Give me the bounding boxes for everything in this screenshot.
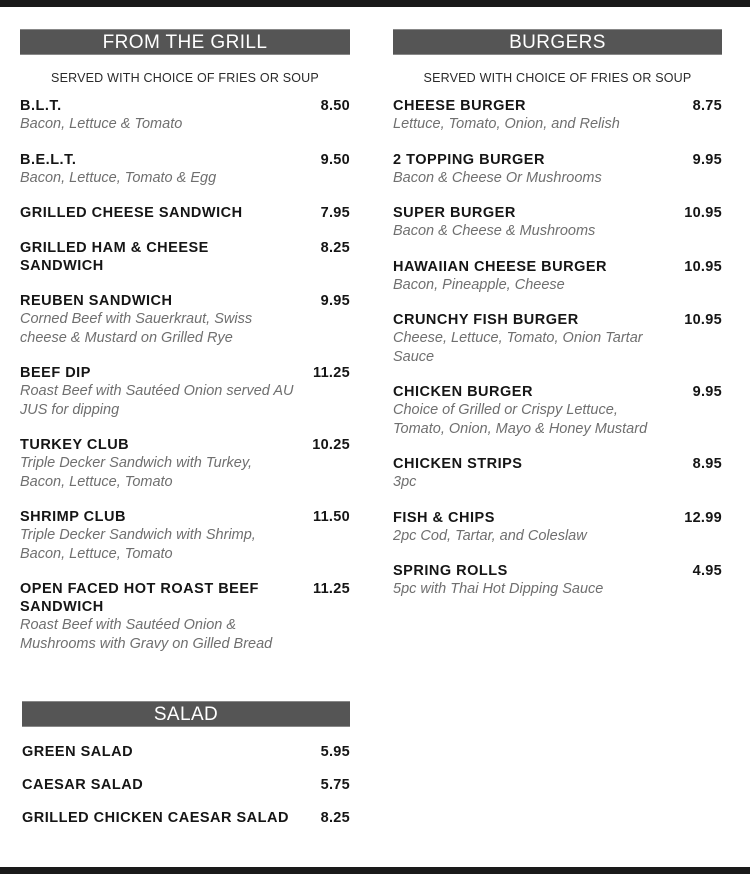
- menu-item-name: CRUNCHY FISH BURGER: [393, 312, 579, 328]
- burgers-section-subtitle: SERVED WITH CHOICE OF FRIES OR SOUP: [423, 71, 692, 85]
- menu-item-description: 5pc with Thai Hot Dipping Sauce: [393, 581, 604, 597]
- menu-item-description: Bacon, Lettuce, Tomato & Egg: [20, 169, 217, 186]
- menu-item-name: CHICKEN BURGER: [393, 384, 533, 400]
- grill-section-subtitle: SERVED WITH CHOICE OF FRIES OR SOUP: [51, 71, 319, 85]
- menu-item: [393, 383, 722, 438]
- menu-item: [393, 509, 722, 546]
- menu-item-description: Bacon, Pineapple, Cheese: [393, 276, 565, 293]
- menu-item-row: [20, 204, 350, 222]
- grill-section-header: FROM THE GRILL: [20, 29, 350, 55]
- menu-item-description: Triple Decker Sandwich with Turkey, Bacon, Lettuce, Tomato: [20, 455, 253, 490]
- burgers-item-list: [393, 97, 722, 599]
- menu-item-price: 10.95: [684, 205, 722, 221]
- burgers-section-header: BURGERS: [393, 29, 722, 55]
- menu-item: [393, 455, 722, 492]
- menu-item: [20, 508, 350, 563]
- menu-item-row: [20, 580, 350, 616]
- menu-item-description: Lettuce, Tomato, Onion, and Relish: [393, 116, 620, 132]
- menu-item-name: FISH & CHIPS: [393, 509, 495, 526]
- menu-item-row: [393, 258, 722, 276]
- menu-item: [393, 258, 722, 295]
- menu-item-price: 8.25: [320, 810, 350, 826]
- menu-item: [20, 151, 350, 188]
- menu-item-price: 8.50: [320, 98, 350, 114]
- menu-item-price: 9.95: [692, 151, 722, 168]
- menu-item-description: Corned Beef with Sauerkraut, Swiss cheese & Mustard on Grilled Rye: [20, 311, 253, 346]
- menu-item-price: 11.25: [313, 365, 350, 381]
- menu-item-name: CHEESE BURGER: [393, 98, 526, 114]
- menu-item: [20, 364, 350, 419]
- menu-item-price: 9.50: [320, 151, 350, 168]
- menu-item: [393, 204, 722, 241]
- menu-item: [20, 436, 350, 491]
- menu-item-description: Choice of Grilled or Crispy Lettuce, Tomato, Onion, Mayo & Honey Mustard: [393, 402, 648, 437]
- menu-item-row: [20, 97, 350, 115]
- menu-item-price: 5.75: [320, 777, 350, 793]
- menu-item-row: [393, 204, 722, 222]
- menu-item-price: 7.95: [320, 205, 350, 221]
- menu-item-price: 4.95: [692, 563, 722, 579]
- menu-item: [20, 580, 350, 653]
- menu-item-row: [20, 292, 350, 310]
- menu-item-row: [22, 809, 350, 827]
- menu-item-price: 8.95: [692, 456, 722, 472]
- menu-item-name: SUPER BURGER: [393, 205, 516, 221]
- menu-item: [20, 97, 350, 134]
- menu-item-price: 9.95: [320, 293, 350, 309]
- top-border-bar: [0, 0, 750, 7]
- menu-item-row: [22, 743, 350, 761]
- menu-item-price: 10.95: [684, 312, 722, 328]
- menu-item-description: Roast Beef with Sautéed Onion & Mushrooms with Gravy on Gilled Bread: [20, 617, 273, 652]
- menu-item-row: [393, 97, 722, 115]
- menu-item: [393, 97, 722, 134]
- bottom-border-bar: [0, 867, 750, 874]
- menu-item-name: GREEN SALAD: [22, 744, 134, 760]
- menu-item-row: [20, 436, 350, 454]
- menu-item-price: 8.25: [320, 240, 350, 256]
- menu-item-row: [20, 239, 350, 275]
- menu-item-description: 3pc: [393, 474, 417, 490]
- grill-item-list: [20, 97, 350, 653]
- menu-item-row: [22, 776, 350, 794]
- menu-item-row: [20, 508, 350, 526]
- menu-item-row: [393, 455, 722, 473]
- menu-item-row: [393, 151, 722, 169]
- menu-item-description: 2pc Cod, Tartar, and Coleslaw: [393, 527, 587, 544]
- menu-item: [393, 562, 722, 599]
- menu-item: [393, 151, 722, 188]
- menu-item-row: [393, 509, 722, 527]
- menu-item-description: Roast Beef with Sautéed Onion served AU JUS for dipping: [20, 383, 294, 418]
- menu-item-description: Bacon, Lettuce & Tomato: [20, 116, 183, 132]
- menu-item-name: 2 TOPPING BURGER: [393, 151, 545, 168]
- menu-item-description: Bacon & Cheese Or Mushrooms: [393, 169, 602, 186]
- menu-item-price: 5.95: [320, 744, 350, 760]
- menu-item-price: 12.99: [684, 509, 722, 526]
- menu-item-name: SHRIMP CLUB: [20, 509, 126, 525]
- menu-item-row: [393, 311, 722, 329]
- menu-item: [20, 204, 350, 222]
- menu-item: [22, 743, 350, 761]
- menu-item-row: [20, 151, 350, 169]
- menu-item-price: 11.25: [313, 581, 350, 597]
- menu-item-name: GRILLED CHICKEN CAESAR SALAD: [22, 810, 289, 826]
- menu-item-row: [393, 383, 722, 401]
- menu-item-row: [393, 562, 722, 580]
- menu-item-name: HAWAIIAN CHEESE BURGER: [393, 258, 608, 275]
- menu-item-row: [20, 364, 350, 382]
- grill-column: [20, 29, 350, 670]
- menu-item: [22, 809, 350, 827]
- menu-item-price: 10.95: [684, 258, 722, 275]
- salad-section-header: SALAD: [22, 701, 350, 727]
- menu-item-name: B.E.L.T.: [20, 151, 77, 168]
- menu-item-name: GRILLED CHEESE SANDWICH: [20, 205, 243, 221]
- menu-item-name: BEEF DIP: [20, 365, 91, 381]
- menu-item-price: 9.95: [692, 384, 722, 400]
- menu-item-name: TURKEY CLUB: [20, 437, 130, 453]
- menu-item-price: 10.25: [312, 437, 350, 453]
- salad-item-list: [22, 743, 350, 827]
- menu-item-price: 11.50: [313, 509, 350, 525]
- menu-item-name: B.L.T.: [20, 98, 62, 114]
- menu-item-name: SPRING ROLLS: [393, 563, 508, 579]
- menu-item-name: REUBEN SANDWICH: [20, 293, 173, 309]
- menu-item: [20, 292, 350, 347]
- menu-item-price: 8.75: [692, 98, 722, 114]
- salad-section: [22, 701, 350, 842]
- burgers-column: [393, 29, 722, 616]
- menu-item-description: Bacon & Cheese & Mushrooms: [393, 223, 596, 239]
- menu-item: [393, 311, 722, 366]
- menu-item-name: CHICKEN STRIPS: [393, 456, 523, 472]
- menu-item-name: CAESAR SALAD: [22, 777, 144, 793]
- menu-item: [20, 239, 350, 275]
- menu-item-name: OPEN FACED HOT ROAST BEEF SANDWICH: [20, 581, 259, 615]
- menu-item-description: Triple Decker Sandwich with Shrimp, Bacon, Lettuce, Tomato: [20, 527, 256, 562]
- menu-item: [22, 776, 350, 794]
- menu-item-description: Cheese, Lettuce, Tomato, Onion Tartar Sauce: [393, 330, 643, 365]
- menu-item-name: GRILLED HAM & CHEESE SANDWICH: [20, 240, 209, 274]
